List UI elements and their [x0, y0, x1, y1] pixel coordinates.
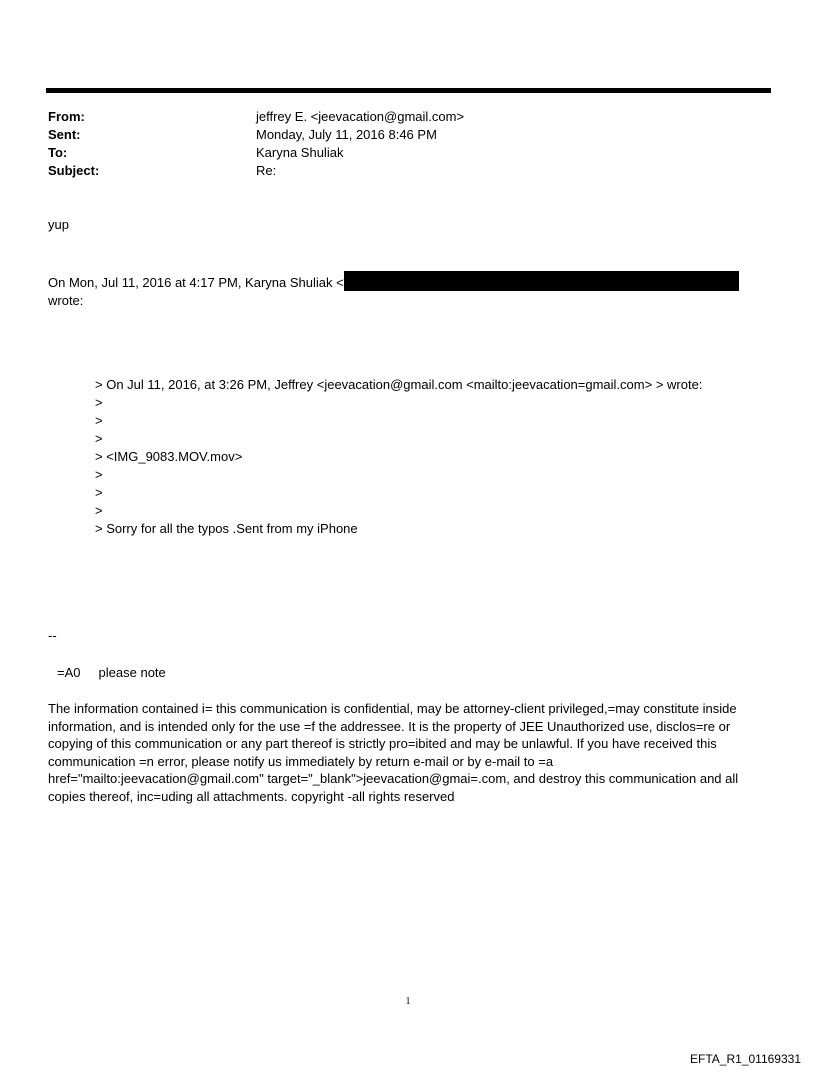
subject-label: Subject:	[48, 163, 100, 178]
quoted-line: >	[95, 395, 103, 410]
redaction-block	[344, 271, 739, 291]
sent-value: Monday, July 11, 2016 8:46 PM	[256, 127, 437, 142]
header-rule	[46, 88, 771, 93]
email-header	[48, 108, 748, 180]
attribution-line	[48, 271, 739, 292]
quoted-line: >	[95, 431, 103, 446]
attribution-suffix: wrote:	[48, 293, 84, 308]
quoted-line: > Sorry for all the typos .Sent from my iPhone	[95, 521, 358, 536]
from-label: From:	[48, 109, 85, 124]
to-value: Karyna Shuliak	[256, 145, 344, 160]
quoted-line: > On Jul 11, 2016, at 3:26 PM, Jeffrey <jeevacation@gmail.com <mailto:jeevacation=gmail.com> > wrote:	[95, 377, 703, 392]
from-value: jeffrey E. <jeevacation@gmail.com>	[256, 109, 465, 124]
attribution-prefix: On Mon, Jul 11, 2016 at 4:17 PM, Karyna Shuliak <	[48, 275, 344, 290]
document-id: EFTA_R1_01169331	[690, 1052, 801, 1066]
from-row	[48, 108, 748, 126]
quoted-line: > <IMG_9083.MOV.mov>	[95, 449, 243, 464]
please-note: =A0 please note	[57, 665, 166, 680]
subject-row	[48, 162, 748, 180]
sent-row	[48, 126, 748, 144]
reply-text: yup	[48, 217, 69, 232]
quoted-line: >	[95, 413, 103, 428]
sent-label: Sent:	[48, 127, 81, 142]
page-number: 1	[405, 996, 411, 1007]
attribution	[48, 271, 739, 310]
quoted-message	[95, 376, 702, 538]
to-row	[48, 144, 748, 162]
quoted-line: >	[95, 485, 103, 500]
quoted-line: >	[95, 503, 103, 518]
quoted-line: >	[95, 467, 103, 482]
subject-value: Re:	[256, 163, 277, 178]
to-label: To:	[48, 145, 68, 160]
signature-separator: --	[48, 628, 57, 643]
confidentiality-disclaimer: The information contained i= this communication is confidential, may be attorney-client privileged,=may constitute inside information, and is intended only for the use =f the addressee. It is the property of JEE Unauthorized use, disclos=re or copying of this communication or any part thereof is strictly pro=ibited and may be unlawful. If you have received this communication =n error, please notify us immediately by return e-mail or by e-mail to =a href="mailto:jeevacation@gmail.com" target="_blank">jeevacation@gmai=.com, and destroy this communication and all copies thereof, inc=uding all attachments. copyright -all rights reserved	[48, 701, 739, 804]
